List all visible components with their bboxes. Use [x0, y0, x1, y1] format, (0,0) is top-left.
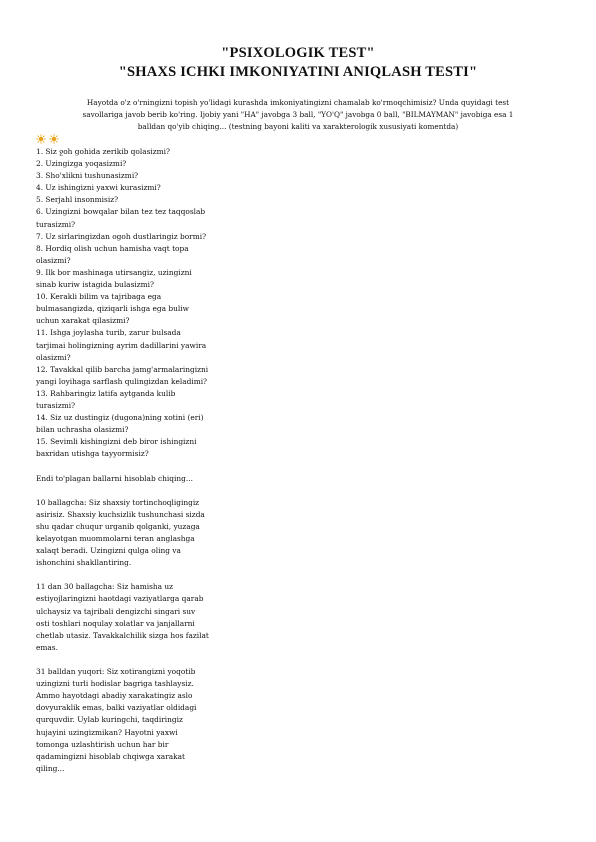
text-line: 9. Ilk bor mashinaga utirsangiz, uzingizni — [36, 267, 192, 277]
text-line: asirisiz. Shaxsiy kuchsizlik tushunchasi sizda — [36, 509, 205, 519]
text-line: 15. Sevimli kishingizni deb biror ishingizni — [36, 437, 197, 447]
intro-line: savollariga javob berib ko'ring. Ijobiy yani "HA" javobga 3 ball, "YO'Q" javobga 0 ball, "BILMAYMAN" javobiga esa 1 — [82, 110, 514, 120]
text-line: estiyojlaringizni haotdagi vaziyatlarga qarab — [36, 594, 204, 604]
text-line: qurquvdir. Uylab kuringchi, taqdiringiz — [36, 715, 183, 725]
intro-paragraph — [36, 97, 560, 134]
text-line: 4. Uz ishingizni yaxwi kurasizmi? — [36, 183, 161, 193]
text-line: shu qadar chuqur urganib qolganki, yuzaga — [36, 521, 200, 531]
text-line: bulmasangizda, qiziqarli ishga ega buliw — [36, 304, 189, 314]
text-line: bilan uchrasha olasizmi? — [36, 425, 129, 435]
text-line: 10. Kerakli bilim va tajribaga ega — [36, 292, 162, 302]
text-line: emas. — [36, 642, 58, 652]
text-line: qadamingizni hisoblab chqiwga xarakat — [36, 751, 185, 761]
test-body — [36, 146, 266, 775]
text-line: uchun xarakat qilasizmi? — [36, 316, 130, 326]
text-line: hujayini uzingizmikan? Hayotni yaxwi — [36, 727, 178, 737]
text-line: 11 dan 30 ballagcha: Siz hamisha uz — [36, 582, 174, 592]
text-line: olasizmi? — [36, 352, 71, 362]
text-line: tomonga uzlashtirish uchun har bir — [36, 739, 169, 749]
text-line: yangi loyihaga sarflash qulingizdan keladimi? — [36, 376, 208, 386]
text-line: 6. Uzingizni bowqalar bilan tez tez taqqoslab — [36, 207, 206, 217]
text-line: osti toshlari noqulay xolatlar va janjallarni — [36, 618, 195, 628]
text-line: baxridan utishga tayyormisiz? — [36, 449, 149, 459]
intro-line: Hayotda o'z o'rningizni topish yo'lidagi kurashda imkoniyatingizni chamalab ko'rmoqchimisiz? Unda quyidagi test — [86, 98, 510, 107]
sun-icon — [36, 134, 46, 144]
text-line: Ammo hayotdagi abadiy xarakatingiz aslo — [36, 691, 193, 701]
paragraph-gap — [36, 569, 266, 581]
decor-row — [36, 134, 59, 146]
paragraph-gap — [36, 654, 266, 666]
text-line: ishonchini shakllantiring. — [36, 558, 132, 568]
text-line: xalaqt beradi. Uzingizni qulga oling va — [36, 546, 181, 556]
text-line: 13. Rahbaringiz latifa aytganda kulib — [36, 388, 176, 398]
text-line: 10 ballagcha: Siz shaxsiy tortinchoqligingiz — [36, 497, 200, 507]
text-line: Endi to'plagan ballarni hisoblab chiqing... — [36, 473, 193, 483]
text-line: 11. Ishga joylasha turib, zarur bulsada — [36, 328, 181, 338]
intro-line: balldan qo'yib chiqing... (testning bayoni kaliti va xarakterologik xususiyati komentda) — [137, 122, 459, 132]
text-line: 7. Uz sirlaringizdan ogoh dustlaringiz bormi? — [36, 231, 207, 241]
text-line: 1. Siz ջoh gohida zerikib qolasizmi? — [36, 147, 170, 156]
text-line: 2. Uzingizga yoqasizmi? — [36, 159, 127, 169]
sun-icon — [49, 134, 59, 144]
text-line: chetlab utasiz. Tavakkalchilik sizga hos fazilat — [36, 630, 209, 640]
text-line: 5. Serjahl insonmisiz? — [36, 195, 119, 205]
text-line: turasizmi? — [36, 400, 76, 410]
text-line: turasizmi? — [36, 219, 76, 229]
text-line: 8. Hordiq olish uchun hamisha vaqt topa — [36, 243, 189, 253]
paragraph-gap — [36, 460, 266, 472]
text-line: 12. Tavakkal qilib barcha jamg'armalaringizni — [36, 364, 209, 374]
text-line: 31 balldan yuqori: Siz xotirangizni yoqotib — [36, 667, 196, 677]
text-line: 14. Siz uz dustingiz (dugona)ning xotini (eri) — [36, 413, 204, 423]
text-line: sinab kuriw istagida bulasizmi? — [36, 280, 154, 290]
text-line: uzingizni turli hodislar bagriga tashlaysiz. — [36, 679, 194, 689]
text-line: kelayotgan muommolarni teran anglashga — [36, 534, 195, 543]
text-line: olasizmi? — [36, 255, 71, 265]
paragraph-gap — [36, 485, 266, 497]
text-line: qiling... — [36, 763, 65, 773]
text-line: ulchaysiz va tajribali dengizchi singari suv — [36, 606, 196, 616]
text-line: tarjimai holingizning ayrim dadillarini yawira — [36, 340, 207, 350]
title-line-1: "PSIXOLOGIK TEST" — [221, 45, 375, 61]
title-line-2: "SHAXS ICHKI IMKONIYATINI ANIQLASH TESTI" — [118, 64, 478, 80]
text-line: 3. Sho'xlikni tushunasizmi? — [36, 171, 139, 181]
text-line: dovyuraklik emas, balki vaziyatlar oldidagi — [36, 703, 197, 713]
